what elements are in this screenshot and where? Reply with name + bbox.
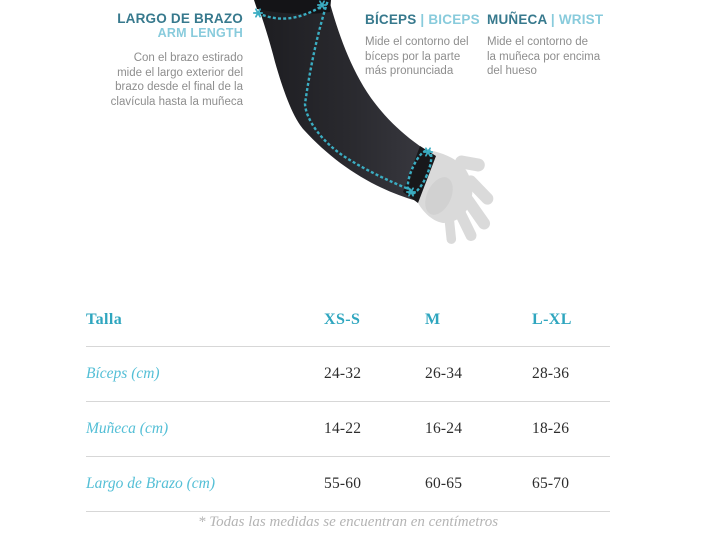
biceps-title-separator: | — [420, 12, 425, 27]
description-line: Con el brazo estirado — [133, 52, 243, 64]
cell-value: 55-60 — [324, 475, 362, 492]
arm-length-block — [40, 11, 243, 109]
biceps-description — [365, 35, 490, 79]
table-row-arm-length — [86, 457, 610, 512]
row-label: Bíceps (cm) — [86, 365, 160, 382]
description-line: la muñeca por encima — [487, 50, 601, 63]
arm-length-subtitle: ARM LENGTH — [157, 26, 243, 40]
cell-value: 28-36 — [532, 365, 570, 382]
row-label: Muñeca (cm) — [86, 420, 169, 437]
header-talla: Talla — [86, 311, 123, 328]
cell-value: 60-65 — [425, 475, 463, 492]
description-line: bíceps por la parte — [365, 50, 461, 63]
description-line: Mide el contorno de — [487, 36, 589, 48]
size-table — [86, 305, 610, 512]
cell-value: 24-32 — [324, 365, 362, 382]
wrist-title-es: MUÑECA — [487, 12, 547, 27]
biceps-title — [365, 12, 490, 27]
description-line: más pronunciada — [365, 65, 454, 77]
table-row-biceps — [86, 347, 610, 402]
biceps-title-es: BÍCEPS — [365, 12, 417, 27]
wrist-description — [487, 35, 617, 79]
description-line: Mide el contorno del — [365, 36, 469, 48]
cell-value: 16-24 — [425, 420, 463, 437]
header-xs-s: XS-S — [324, 311, 361, 328]
description-line: clavícula hasta la muñeca — [110, 95, 243, 108]
header-m: M — [425, 311, 441, 328]
table-row-wrist — [86, 402, 610, 457]
measurements-footnote: * Todas las medidas se encuentran en centímetros — [197, 514, 499, 530]
biceps-title-en: BICEPS — [428, 12, 480, 27]
wrist-block — [487, 12, 617, 79]
wrist-title — [487, 12, 617, 27]
arm-length-description — [40, 51, 243, 109]
wrist-title-en: WRIST — [558, 12, 604, 27]
description-line: mide el largo exterior del — [117, 66, 243, 79]
cell-value: 14-22 — [324, 420, 362, 437]
cell-value: 18-26 — [532, 420, 570, 437]
size-table-header-row — [86, 305, 610, 347]
header-l-xl: L-XL — [532, 311, 572, 328]
biceps-block — [365, 12, 490, 79]
cell-value: 65-70 — [532, 475, 570, 492]
arm-length-title: LARGO DE BRAZO — [117, 11, 243, 26]
description-line: del hueso — [487, 65, 537, 77]
row-label: Largo de Brazo (cm) — [86, 475, 216, 492]
description-line: brazo desde el final de la — [115, 81, 243, 93]
cell-value: 26-34 — [425, 365, 463, 382]
wrist-title-separator: | — [550, 12, 555, 27]
